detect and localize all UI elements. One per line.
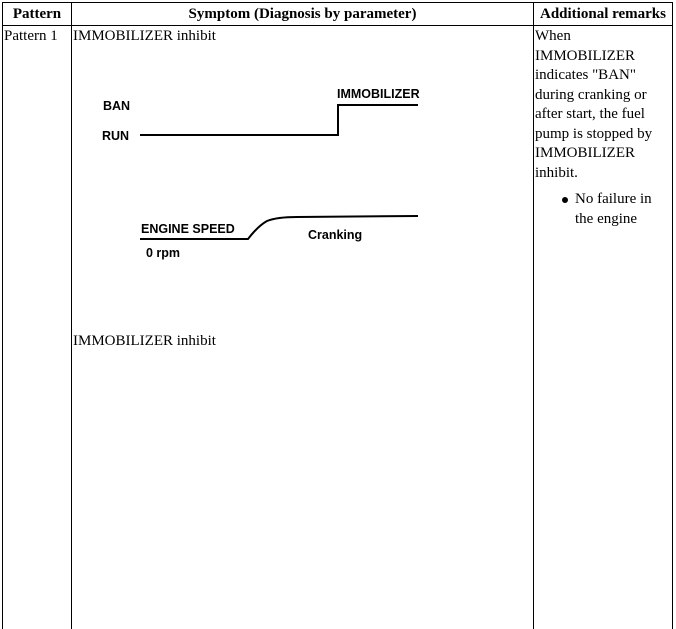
header-pattern: Pattern xyxy=(12,6,62,22)
pattern-cell: Pattern 1 xyxy=(4,28,58,44)
column-divider-2 xyxy=(533,2,534,629)
table-border-right xyxy=(672,2,673,629)
label-ban: BAN xyxy=(103,99,131,113)
label-zero-rpm: 0 rpm xyxy=(146,246,181,260)
table-border-top xyxy=(2,2,673,3)
label-immobilizer: IMMOBILIZER xyxy=(337,87,420,101)
list-item: No failure in the engine xyxy=(535,190,671,229)
label-engine-speed: ENGINE SPEED xyxy=(141,222,235,236)
immobilizer-signal-line xyxy=(140,105,418,135)
signal-diagram xyxy=(72,26,532,326)
label-run: RUN xyxy=(102,129,130,143)
label-cranking: Cranking xyxy=(308,228,363,242)
symptom-caption: IMMOBILIZER inhibit xyxy=(73,333,216,349)
remarks-text: When IMMOBILIZER indicates "BAN" during cranking or after start, the fuel pump is stopped by IMMOBILIZER inhibit. xyxy=(535,28,653,181)
table-border-left xyxy=(2,2,3,629)
header-remarks: Additional remarks xyxy=(540,6,666,22)
remarks-bullet-list xyxy=(535,190,671,229)
symptom-title: IMMOBILIZER inhibit xyxy=(73,28,216,44)
header-symptom: Symptom (Diagnosis by parameter) xyxy=(188,6,417,22)
